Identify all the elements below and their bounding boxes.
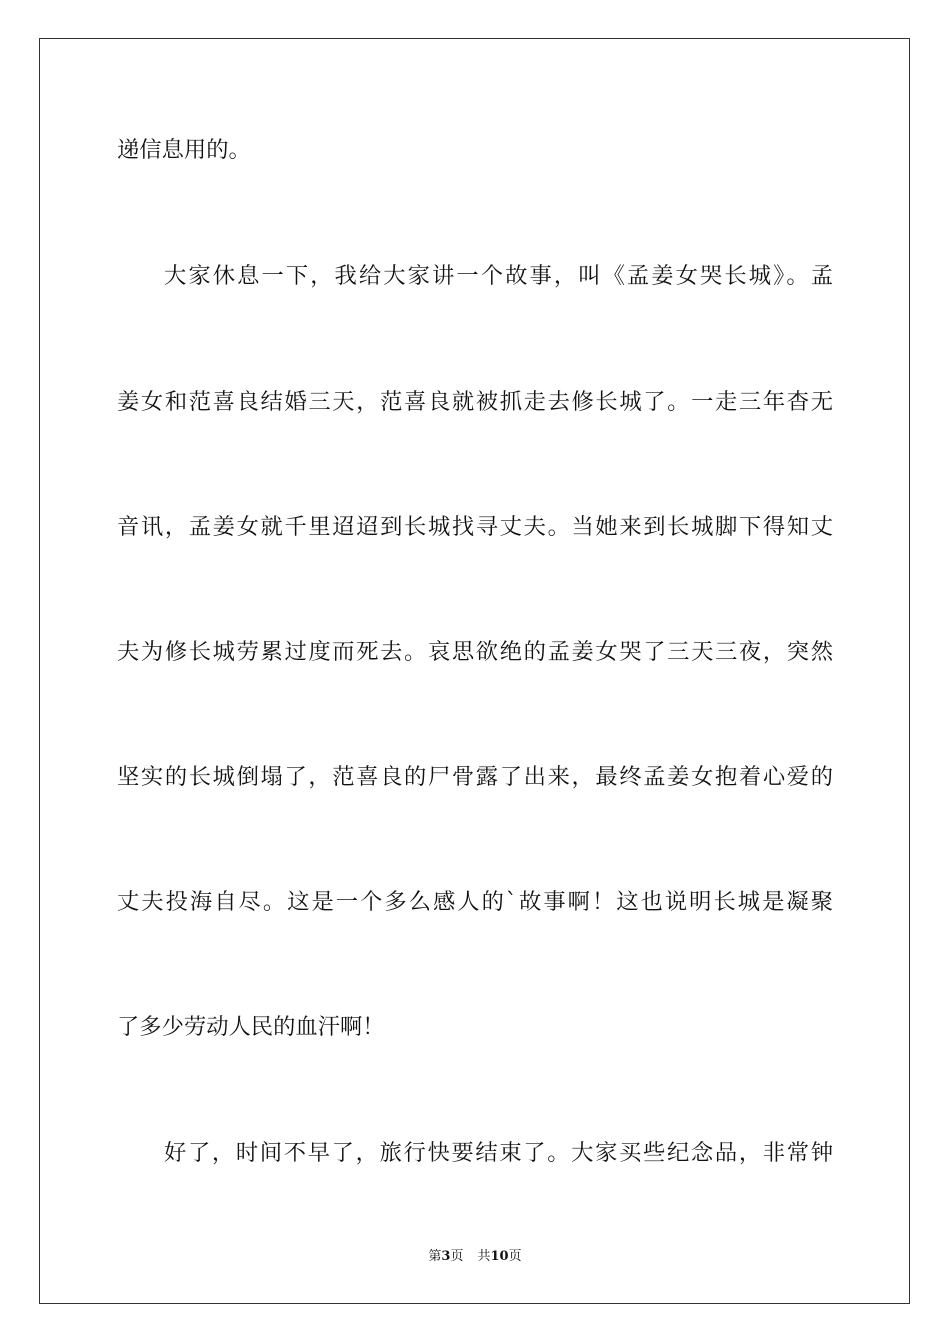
text-line: 音讯，孟姜女就千里迢迢到长城找寻丈夫。当她来到长城脚下得知丈 (117, 514, 833, 540)
page-prefix: 第 (428, 1249, 442, 1264)
text-line: 夫为修长城劳累过度而死去。哀思欲绝的孟姜女哭了三天三夜，突然 (117, 639, 833, 665)
text-line: 了多少劳动人民的血汗啊！ (117, 1014, 385, 1040)
text-line: 好了，时间不早了，旅行快要结束了。大家买些纪念品，非常钟 (164, 1140, 833, 1166)
total-suffix: 页 (508, 1249, 522, 1264)
page-suffix: 页 (450, 1249, 464, 1264)
total-pages: 10 (490, 1249, 509, 1264)
page-number: 3 (441, 1249, 451, 1264)
text-line: 坚实的长城倒塌了，范喜良的尸骨露了出来，最终孟姜女抱着心爱的 (117, 764, 833, 790)
text-line: 丈夫投海自尽。这是一个多么感人的`故事啊！这也说明长城是凝聚 (117, 889, 833, 915)
page-border (39, 38, 910, 1304)
text-line: 递信息用的。 (117, 137, 251, 163)
text-line: 大家休息一下，我给大家讲一个故事，叫《孟姜女哭长城》。孟 (164, 263, 833, 289)
text-line: 姜女和范喜良结婚三天，范喜良就被抓走去修长城了。一走三年杳无 (117, 389, 833, 415)
page-footer (0, 1248, 950, 1266)
total-prefix: 共 (477, 1249, 491, 1264)
